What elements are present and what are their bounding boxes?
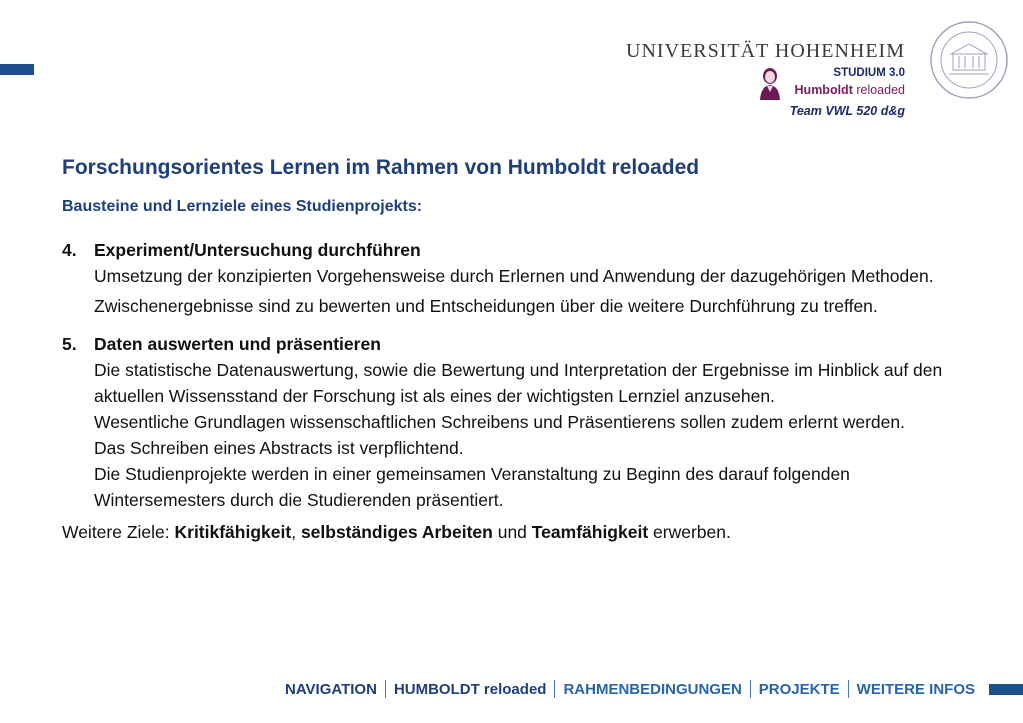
item-heading: Experiment/Untersuchung durchführen (94, 240, 421, 260)
nav-link-rahmenbedingungen[interactable]: RAHMENBEDINGUNGEN (563, 680, 742, 698)
list-item-4 (62, 237, 967, 319)
humboldt-bold: Humboldt (794, 83, 853, 97)
goal-teamwork: Teamfähigkeit (531, 522, 649, 542)
goals-prefix: Weitere Ziele: (62, 522, 175, 542)
item-paragraph: Die statistische Datenauswertung, sowie die Bewertung und Interpretation der Ergebnisse im Hinblick auf den aktuellen Wissensstand der Forschung ist als eines der wichtigsten Lernziel anzusehen. (94, 360, 943, 406)
accent-bar-right (989, 684, 1023, 695)
university-name: UNIVERSITÄT HOHENHEIM (626, 40, 905, 62)
humboldt-rest: reloaded (856, 83, 905, 97)
university-seal-icon (929, 20, 1009, 100)
humboldt-reloaded-logo-text (795, 83, 905, 97)
nav-link-projekte[interactable]: PROJEKTE (758, 680, 840, 698)
item-paragraph: Das Schreiben eines Abstracts ist verpflichtend. (94, 438, 464, 458)
item-paragraph: Umsetzung der konzipierten Vorgehensweise durch Erlernen und Anwendung der dazugehörigen Methoden. (94, 266, 934, 286)
goals-suffix: erwerben. (648, 522, 731, 542)
slide-content (62, 237, 967, 545)
nav-link-navigation[interactable]: NAVIGATION (284, 680, 377, 698)
item-paragraph: Wesentliche Grundlagen wissenschaftlichen Schreibens und Präsentierens sollen zudem erlernt werden. (94, 412, 905, 432)
slide-subtitle: Bausteine und Lernziele eines Studienprojekts: (62, 198, 423, 215)
list-item-5 (62, 331, 967, 513)
item-heading: Daten auswerten und präsentieren (94, 334, 381, 354)
nav-link-weitere-infos[interactable]: WEITERE INFOS (856, 680, 975, 698)
footer-nav (0, 680, 1023, 700)
studium-label: STUDIUM 3.0 (833, 67, 905, 79)
further-goals (62, 519, 967, 545)
goal-independent-work: selbständiges Arbeiten (300, 522, 493, 542)
item-paragraph: Die Studienprojekte werden in einer gemeinsamen Veranstaltung zu Beginn des darauf folgenden Wintersemesters durch die Studierenden präsentiert. (94, 464, 850, 510)
item-paragraph: Zwischenergebnisse sind zu bewerten und Entscheidungen über die weitere Durchführung zu treffen. (94, 296, 878, 316)
item-number: 4. (62, 240, 77, 260)
humboldt-portrait-icon (757, 66, 783, 100)
goals-sep: , (291, 522, 301, 542)
item-number: 5. (62, 334, 77, 354)
accent-bar-left (0, 64, 34, 75)
slide-title: Forschungsorientes Lernen im Rahmen von Humboldt reloaded (62, 156, 700, 179)
team-label: Team VWL 520 d&g (789, 104, 905, 118)
nav-link-humboldt-reloaded[interactable]: HUMBOLDT reloaded (393, 680, 547, 698)
goal-critique: Kritikfähigkeit (174, 522, 292, 542)
goals-sep: und (492, 522, 532, 542)
